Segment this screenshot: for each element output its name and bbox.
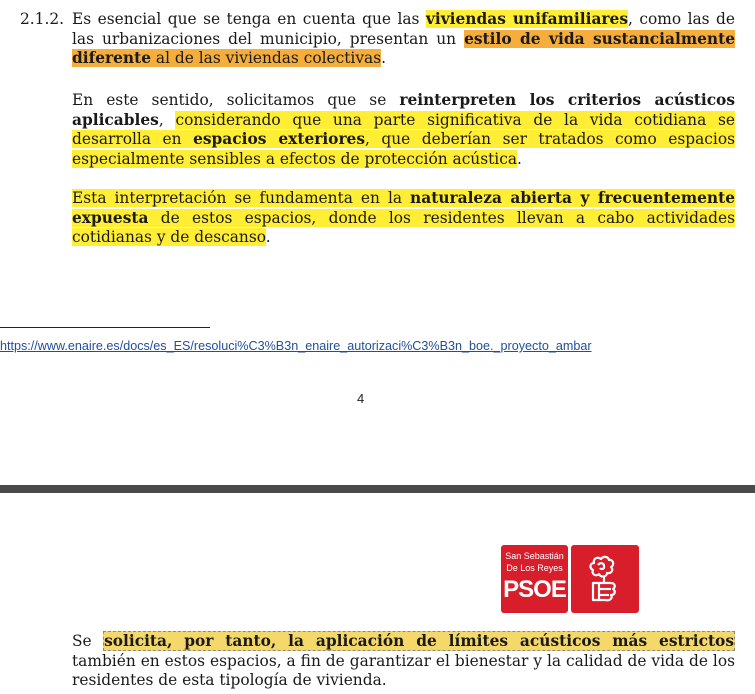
p2-text-4: , que deberían ser tratados como espacios especialmente sensibles a efectos de protección acústica xyxy=(72,130,736,168)
psoe-logo xyxy=(501,545,639,613)
footnote-divider xyxy=(0,327,210,328)
footnote-link[interactable]: https://www.enaire.es/docs/es_ES/resoluci%C3%B3n_enaire_autorizaci%C3%B3n_boe._proyecto_ambar xyxy=(0,339,592,353)
p1-bold-2: estilo de vida sustancialmente diferente xyxy=(72,29,735,68)
p2-bold-2: espacios exteriores xyxy=(193,130,366,149)
p1-text-2: , como las de las urbanizaciones del municipio, presentan un xyxy=(72,10,735,48)
p2-text-3: considerando que una parte significativa de la vida cotidiana se desarrolla en xyxy=(72,110,735,149)
logo-line-1: San Sebastián xyxy=(505,551,564,561)
p4-bold-1: solicita, por tanto, la aplicación de límites acústicos más estrictos xyxy=(104,632,734,650)
section-number: 2.1.2. xyxy=(20,10,65,28)
p4-text-2: también en estos espacios, a fin de garantizar el bienestar y la calidad de vida de los residentes de esta tipología de vivienda. xyxy=(72,651,735,690)
logo-line-2: De Los Reyes xyxy=(506,563,563,573)
document-page-2 xyxy=(0,493,755,694)
p2-text-2: , xyxy=(158,110,176,129)
p1-text-4: . xyxy=(381,49,387,68)
page-number: 4 xyxy=(357,391,365,406)
p3-text-1: Esta interpretación se fundamenta en la xyxy=(72,189,411,207)
p3-text-3: . xyxy=(265,228,271,247)
psoe-logo-text-block xyxy=(501,545,568,613)
p2-text-1: En este sentido, solicitamos que se xyxy=(72,91,400,109)
p1-bold-1: viviendas unifamiliares xyxy=(425,10,628,28)
p1-text-1: Es esencial que se tenga en cuenta que las xyxy=(72,10,426,28)
logo-line-3: PSOE xyxy=(503,576,566,603)
paragraph-4 xyxy=(72,632,735,691)
p3-text-2: de estos espacios, donde los residentes llevan a cabo actividades cotidianas y de descanso xyxy=(72,208,735,247)
p1-text-3: al de las viviendas colectivas xyxy=(151,49,382,68)
p4-text-1: Se xyxy=(72,632,104,650)
paragraph-3 xyxy=(72,189,735,248)
p3-bold-1: naturaleza abierta y frecuentemente expuesta xyxy=(72,189,735,227)
paragraph-1 xyxy=(72,10,735,69)
p2-text-5: . xyxy=(517,149,522,168)
page-separator xyxy=(0,485,755,493)
paragraph-2 xyxy=(72,91,735,169)
p2-bold-1: reinterpreten los criterios acústicos aplicables xyxy=(72,91,735,129)
rose-fist-icon xyxy=(571,545,639,613)
